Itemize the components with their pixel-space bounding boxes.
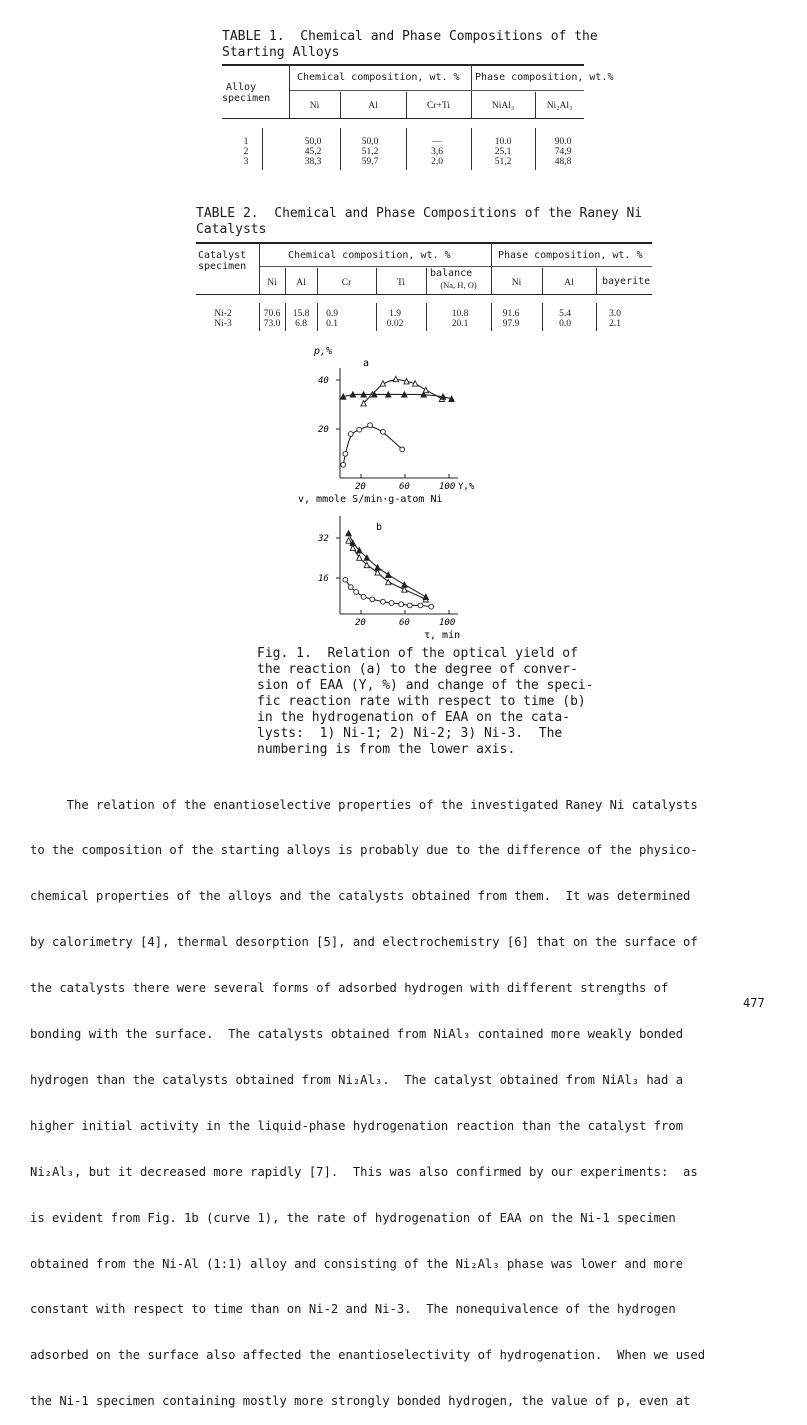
body-line: is evident from Fig. 1b (curve 1), the rate of hydrogenation of EAA on the Ni-1 specimen — [30, 1210, 676, 1225]
table2-col-balance: balance — [430, 268, 473, 279]
table2-rowheader-line1: Catalyst — [198, 250, 247, 261]
panel-b-point — [348, 585, 353, 590]
table1-caption — [222, 29, 602, 61]
table1-rowheader-line2: specimen — [222, 93, 271, 104]
body-line: chemical properties of the alloys and the catalysts obtained from them. It was determined — [30, 889, 691, 904]
table2-cell: 5.4 — [559, 309, 571, 319]
figure-caption-line: in the hydrogenation of EAA on the cata- — [257, 710, 571, 725]
body-line: Ni₂Al₃, but it decreased more rapidly [7]. This was also confirmed by our experiments: as — [30, 1164, 698, 1179]
table1-group-rule — [290, 90, 584, 91]
panel-a-xunit: Y,% — [458, 482, 475, 492]
table2-cell-specimen: Ni-3 — [214, 319, 232, 329]
table1-caption-line2: Starting Alloys — [222, 45, 340, 60]
table2-cell: 3.0 — [609, 309, 621, 319]
panel-a-point — [343, 451, 348, 456]
table2-cell: 73.0 — [263, 319, 281, 329]
panel-a-point — [341, 462, 346, 467]
panel-a-xtick-label: 100 — [439, 482, 456, 492]
table1-cell-specimen: 2 — [243, 147, 249, 157]
panel-b-point — [399, 602, 404, 607]
table2-col-balance-note: (Na, H, O) — [440, 280, 477, 290]
table2-cell: 20.1 — [451, 319, 469, 329]
panel-a-point — [381, 429, 386, 434]
figure-caption — [257, 646, 594, 758]
panel-b-point — [418, 603, 423, 608]
table1-cell: 3,6 — [431, 147, 443, 157]
table2-col-ni: Ni — [267, 278, 277, 288]
table1-cell: 38,3 — [304, 157, 322, 167]
figure-caption-line: the reaction (a) to the degree of conver- — [257, 662, 578, 677]
table1-col-crti: Cr+Ti — [427, 101, 450, 111]
panel-a-xtick-label: 60 — [399, 482, 410, 492]
panel-a-point — [348, 432, 353, 437]
figure-caption-line: lysts: 1) Ni-1; 2) Ni-2; 3) Ni-3. The — [257, 726, 563, 741]
panel-a-point — [357, 427, 362, 432]
panel-b-point — [370, 597, 375, 602]
table1-col-al: Al — [368, 101, 378, 111]
panel-b-xtick-label: 20 — [355, 618, 366, 628]
table2-cell: 70.6 — [263, 309, 281, 319]
figure-caption-line: fic reaction rate with respect to time (b) — [257, 694, 586, 709]
table1-cell: 10.0 — [494, 137, 512, 147]
table2-cell-specimen: Ni-2 — [214, 309, 232, 319]
table1-caption-line1: TABLE 1. Chemical and Phase Compositions of the — [222, 29, 598, 44]
table2-header-rule — [196, 294, 652, 295]
panel-b-point — [402, 582, 407, 587]
table1-rowheader — [222, 82, 286, 104]
table1-col-ni: Ni — [309, 101, 320, 111]
table2-cell: 91.6 — [502, 309, 520, 319]
figure-1-plot — [296, 340, 496, 640]
table1-cell: 48,8 — [554, 157, 572, 167]
table1-cell: — — [432, 137, 442, 147]
body-line: the catalysts there were several forms of adsorbed hydrogen with different strengths of — [30, 981, 669, 996]
table1-body-vline — [340, 128, 341, 170]
table1-body-vline — [406, 128, 407, 170]
panel-b-curve-3 — [349, 533, 426, 597]
table1-cell: 50,0 — [304, 137, 322, 147]
table1-cell: 74,9 — [554, 147, 572, 157]
table2-group-chem: Chemical composition, wt. % — [288, 250, 451, 261]
table2-col-al: Al — [296, 278, 306, 288]
body-line: constant with respect to time than on Ni-2 and Ni-3. The nonequivalence of the hydrogen — [30, 1302, 676, 1317]
figure-between-label: v, mmole S/min·g-atom Ni — [298, 494, 443, 505]
panel-b-xlabel: τ, min — [424, 630, 461, 640]
table1-cell-specimen: 3 — [243, 157, 249, 167]
body-paragraph — [30, 767, 790, 1425]
panel-a-curve-2 — [364, 380, 442, 403]
panel-b-xtick-label: 100 — [439, 618, 456, 628]
body-line: by calorimetry [4], thermal desorption [5], and electrochemistry [6] that on the surface of — [30, 935, 698, 950]
panel-a-point — [368, 423, 373, 428]
table2-cell: 0.1 — [326, 319, 338, 329]
table2-col-al-phase: Al — [564, 278, 574, 288]
table2-cell: 15.8 — [292, 309, 310, 319]
panel-b-point — [357, 555, 362, 560]
table2-rowheader-line2: specimen — [198, 261, 247, 272]
table2-rowheader — [198, 250, 246, 272]
table2-col-bayerite: bayerite — [602, 276, 651, 287]
table1-cell: 50,0 — [361, 137, 379, 147]
table2-cell: 1.9 — [389, 309, 401, 319]
panel-a-ytick-label: 20 — [318, 425, 329, 435]
table1-cell: 25,1 — [494, 147, 512, 157]
panel-b-point — [423, 594, 428, 599]
table1-cell: 45,2 — [304, 147, 322, 157]
table2-cell: 10.8 — [451, 309, 469, 319]
body-line: the Ni-1 specimen containing mostly more strongly bonded hydrogen, the value of p, even at — [30, 1394, 691, 1409]
panel-a-xtick-label: 20 — [355, 482, 366, 492]
panel-b-label: b — [376, 522, 383, 533]
table1-col-nial3: NiAl₃ — [491, 101, 515, 111]
panel-b-point — [381, 599, 386, 604]
table1-cell: 90.0 — [554, 137, 572, 147]
page-number: 477 — [743, 996, 765, 1010]
body-line: bonding with the surface. The catalysts obtained from NiAl₃ contained more weakly bonded — [30, 1027, 684, 1042]
body-line: hydrogen than the catalysts obtained from Ni₂Al₃. The catalyst obtained from NiAl₃ had a — [30, 1072, 684, 1087]
figure-caption-line: sion of EAA (Y, %) and change of the speci- — [257, 678, 594, 693]
table2-col-ni-phase: Ni — [511, 278, 522, 288]
panel-b-point — [389, 601, 394, 606]
table1-group-phase: Phase composition, wt.% — [475, 72, 614, 83]
table2-body-vline — [426, 303, 427, 331]
table2-caption-line2: Catalysts — [196, 222, 267, 237]
panel-a-point — [400, 447, 405, 452]
table2-top-rule — [196, 242, 652, 244]
table2-col-ti: Ti — [396, 278, 406, 288]
panel-a-label: a — [363, 358, 370, 369]
table2-body-vline — [596, 303, 597, 331]
table1-col-ni2al3: Ni₂Al₃ — [546, 101, 573, 111]
table1-cell: 51,2 — [361, 147, 379, 157]
panel-a-marks — [341, 376, 455, 467]
table1-body-vline — [535, 128, 536, 170]
table2-cell: 0.9 — [326, 309, 338, 319]
table1-body-vline — [471, 128, 472, 170]
body-line: higher initial activity in the liquid-phase hydrogenation reaction than the catalyst from — [30, 1118, 684, 1133]
table1-cell: 51,2 — [494, 157, 512, 167]
panel-b-point — [407, 603, 412, 608]
table1-top-rule — [222, 64, 584, 66]
panel-b-point — [429, 604, 434, 609]
panel-a-ytick-label: 40 — [318, 376, 329, 386]
figure-caption-line: Fig. 1. Relation of the optical yield of — [257, 646, 578, 661]
table2-caption-line1: TABLE 2. Chemical and Phase Compositions of the Raney Ni — [196, 206, 643, 221]
figure-caption-line: numbering is from the lower axis. — [257, 742, 516, 757]
table1-group-chem: Chemical composition, wt. % — [297, 72, 460, 83]
table2-caption — [196, 206, 676, 238]
panel-a-point — [393, 376, 398, 381]
table2-group-rule — [260, 266, 652, 267]
body-line: obtained from the Ni-Al (1:1) alloy and consisting of the Ni₂Al₃ phase was lower and more — [30, 1256, 684, 1271]
panel-a-ylabel: p,% — [314, 346, 333, 357]
panel-b-ytick-label: 16 — [318, 574, 329, 584]
table2-cell: 2.1 — [609, 319, 621, 329]
table2-body-vline — [542, 303, 543, 331]
panel-b-ytick-label: 32 — [318, 534, 329, 544]
table1-rowheader-line1: Alloy — [226, 82, 257, 93]
table2-vline — [596, 268, 597, 294]
panel-b-point — [346, 530, 351, 535]
table2-col-cr: Cr — [341, 278, 352, 288]
table1-header-rule — [222, 118, 584, 119]
panel-b-xtick-label: 60 — [399, 618, 410, 628]
table2-group-phase: Phase composition, wt. % — [498, 250, 643, 261]
table2-cell: 6.8 — [295, 319, 307, 329]
table1-cell: 59,7 — [361, 157, 379, 167]
table1-cell: 2,0 — [431, 157, 443, 167]
panel-b-point — [361, 594, 366, 599]
table2-cell: 0.02 — [386, 319, 404, 329]
body-line: adsorbed on the surface also affected the enantioselectivity of hydrogenation. When we used — [30, 1348, 706, 1363]
panel-b-point — [354, 590, 359, 595]
figure-1 — [296, 340, 496, 640]
panel-b-marks — [343, 530, 434, 609]
table2-cell: 0.0 — [559, 319, 571, 329]
table1-body-vline — [262, 128, 263, 170]
body-line: to the composition of the starting alloys is probably due to the difference of the physico- — [30, 843, 698, 858]
body-line: The relation of the enantioselective properties of the investigated Raney Ni catalysts — [30, 797, 698, 812]
panel-b-point — [343, 577, 348, 582]
table1-cell-specimen: 1 — [243, 137, 249, 147]
table2-cell: 97.9 — [502, 319, 520, 329]
